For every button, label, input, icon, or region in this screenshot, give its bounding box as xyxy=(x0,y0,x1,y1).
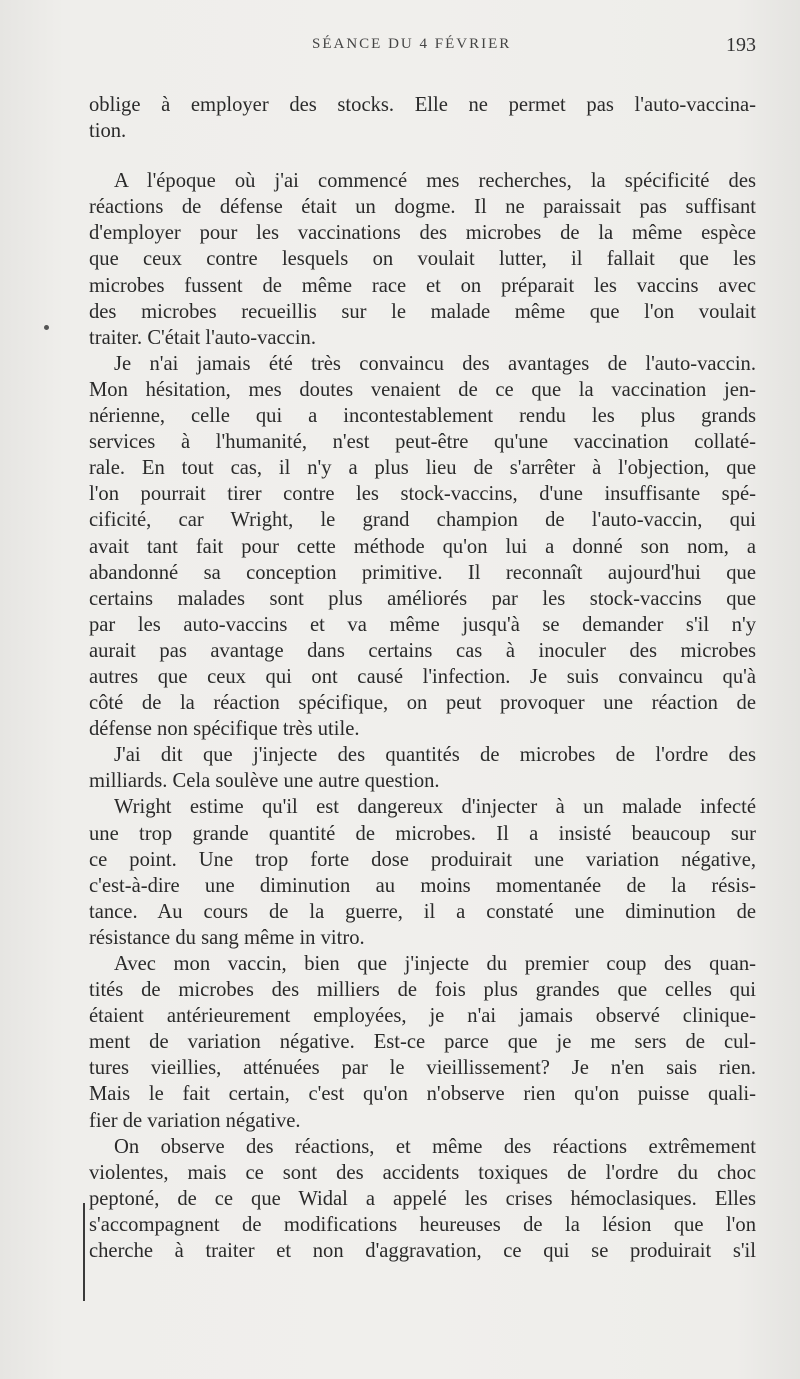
paragraph xyxy=(89,1134,756,1264)
text-line: tion. xyxy=(89,120,127,143)
text-line: A l'époque où j'ai commencé mes recherches, la spécificité des xyxy=(114,170,756,193)
paragraph xyxy=(89,168,756,351)
text-line: oblige à employer des stocks. Elle ne permet pas l'auto-vaccina- xyxy=(89,94,756,116)
text-line: s'accompagnent de modifications heureuses de la lésion que l'on xyxy=(89,1213,756,1236)
text-line: aurait pas avantage dans certains cas à inoculer des microbes xyxy=(89,639,756,662)
text-line: rale. En tout cas, il n'y a plus lieu de s'arrêter à l'objection, que xyxy=(89,457,756,480)
text-line: résistance du sang même in vitro. xyxy=(89,926,365,949)
text-line: côté de la réaction spécifique, on peut provoquer une réaction de xyxy=(89,692,756,715)
text-line: J'ai dit que j'injecte des quantités de microbes de l'ordre des xyxy=(114,744,756,767)
paragraph xyxy=(89,794,756,951)
running-head xyxy=(0,34,800,64)
text-line: que ceux contre lesquels on voulait lutter, il fallait que les xyxy=(89,248,756,271)
text-line: défense non spécifique très utile. xyxy=(89,718,360,741)
margin-bracket xyxy=(83,1203,85,1301)
text-line: tités de microbes des milliers de fois plus grandes que celles qui xyxy=(89,979,756,1002)
text-line: Mais le fait certain, c'est qu'on n'observe rien qu'on puisse quali- xyxy=(89,1083,756,1106)
page-number: 193 xyxy=(726,34,756,56)
text-line: cherche à traiter et non d'aggravation, ce qui se produirait s'il xyxy=(89,1240,756,1263)
text-line: par les auto-vaccins et va même jusqu'à se demander s'il n'y xyxy=(89,613,756,636)
text-line: autres que ceux qui ont causé l'infection. Je suis convaincu qu'à xyxy=(89,665,756,688)
text-line: milliards. Cela soulève une autre question. xyxy=(89,770,440,793)
text-line: Wright estime qu'il est dangereux d'injecter à un malade infecté xyxy=(114,796,756,819)
body-text xyxy=(89,92,756,1264)
text-line: tance. Au cours de la guerre, il a constaté une diminution de xyxy=(89,900,756,923)
text-line: l'on pourrait tirer contre les stock-vaccins, d'une insuffisante spé- xyxy=(89,483,756,506)
text-line: nérienne, celle qui a incontestablement rendu les plus grands xyxy=(89,405,756,428)
text-line: une trop grande quantité de microbes. Il a insisté beaucoup sur xyxy=(89,822,756,845)
text-line: peptoné, de ce que Widal a appelé les crises hémoclasiques. Elles xyxy=(89,1187,756,1210)
text-line: services à l'humanité, n'est peut-être qu'une vaccination collaté- xyxy=(89,431,756,454)
text-line: ce point. Une trop forte dose produirait une variation négative, xyxy=(89,848,756,871)
text-line: avait tant fait pour cette méthode qu'on lui a donné son nom, a xyxy=(89,535,756,558)
text-line: Je n'ai jamais été très convaincu des avantages de l'auto-vaccin. xyxy=(114,352,756,375)
text-line: des microbes recueillis sur le malade même que l'on voulait xyxy=(89,300,756,323)
text-line: microbes fussent de même race et on préparait les vaccins avec xyxy=(89,274,756,297)
text-line: fier de variation négative. xyxy=(89,1109,301,1132)
margin-mark xyxy=(44,325,49,330)
text-line: On observe des réactions, et même des réactions extrêmement xyxy=(114,1135,756,1158)
paragraph xyxy=(89,951,756,1134)
text-line: étaient antérieurement employées, je n'ai jamais observé clinique- xyxy=(89,1005,756,1028)
text-line: certains malades sont plus améliorés par les stock-vaccins que xyxy=(89,587,756,610)
text-line: c'est-à-dire une diminution au moins momentanée de la résis- xyxy=(89,874,756,897)
paragraph xyxy=(89,351,756,742)
text-line: réactions de défense était un dogme. Il ne paraissait pas suffisant xyxy=(89,196,756,219)
text-line: Mon hésitation, mes doutes venaient de ce que la vaccination jen- xyxy=(89,378,756,401)
text-line: tures vieillies, atténuées par le vieillissement? Je n'en sais rien. xyxy=(89,1057,756,1080)
text-line: ment de variation négative. Est-ce parce que je me sers de cul- xyxy=(89,1031,756,1054)
text-line: violentes, mais ce sont des accidents toxiques de l'ordre du choc xyxy=(89,1161,756,1184)
text-line: abandonné sa conception primitive. Il reconnaît aujourd'hui que xyxy=(89,561,756,584)
paragraph xyxy=(89,92,756,144)
running-head-title: SÉANCE DU 4 FÉVRIER xyxy=(312,36,512,52)
text-line: cificité, car Wright, le grand champion de l'auto-vaccin, qui xyxy=(89,509,756,532)
text-line: Avec mon vaccin, bien que j'injecte du premier coup des quan- xyxy=(114,953,756,975)
text-line: d'employer pour les vaccinations des microbes de la même espèce xyxy=(89,222,756,245)
paragraph xyxy=(89,742,756,794)
text-line: traiter. C'était l'auto-vaccin. xyxy=(89,326,316,349)
